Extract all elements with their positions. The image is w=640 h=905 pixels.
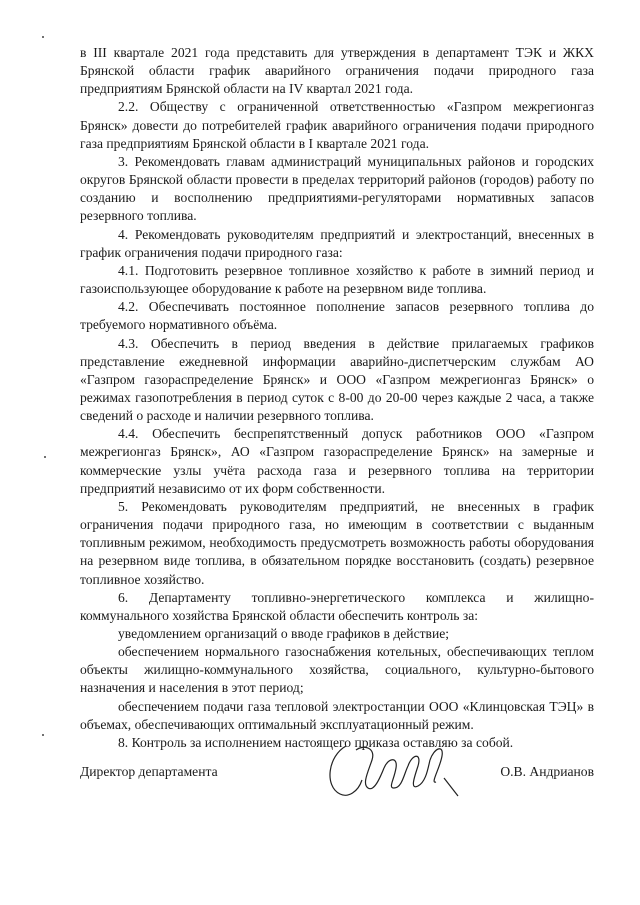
handwritten-signature <box>318 738 468 804</box>
paragraph-6-item-3: обеспечением подачи газа тепловой электростанции ООО «Клинцовская ТЭЦ» в объемах, обеспечивающих оптимальный эксплуатационный режим. <box>80 698 594 732</box>
paragraph-6-item-2: обеспечением нормального газоснабжения котельных, обеспечивающих теплом объекты жилищно-коммунального хозяйства, социального, культурно-бытового назначения и населения в этот период; <box>80 644 594 696</box>
paragraph-6-item-1: уведомлением организаций о вводе графиков в действие; <box>118 626 450 641</box>
paragraph-4-2: 4.2. Обеспечивать постоянное пополнение запасов резервного топлива до требуемого нормативного объёма. <box>80 299 594 333</box>
paragraph-5: 5. Рекомендовать руководителям предприятий, не внесенных в график ограничения подачи природного газа, но имеющим в соответствии с выданным топливным режимом, необходимость предусмотреть возможность работы оборудования на резервном виде топлива, в обязательном порядке восстановить (создать) резервное топливное хозяйство. <box>80 498 594 587</box>
paragraph-4-1: 4.1. Подготовить резервное топливное хозяйство к работе в зимний период и газоиспользующее оборудование к работе на резервном виде топлива. <box>80 262 594 297</box>
paragraph-4-4: 4.4. Обеспечить беспрепятственный допуск работников ООО «Газпром межрегионгаз Брянск», АО «Газпром газораспределение Брянск» на замерные и коммерческие узлы учёта расхода газа и резервного топлива на территории предприятий независимо от их форм собственности. <box>80 426 594 496</box>
paragraph-8: 8. Контроль за исполнением настоящего приказа оставляю за собой. <box>118 734 514 750</box>
signer-name: О.В. Андрианов <box>500 764 594 779</box>
scan-speck <box>42 36 44 38</box>
paragraph-4-3: 4.3. Обеспечить в период введения в действие прилагаемых графиков представление ежедневной информации аварийно-диспетчерским службам АО «Газпром газораспределение Брянск» и ООО «Газпром межрегионгаз Брянск» о режимах газопотребления в период суток с 8-00 до 20-00 через каждые 2 часа, а также сведений о расходе и наличии резервного топлива. <box>80 335 594 424</box>
paragraph-3: 3. Рекомендовать главам администраций муниципальных районов и городских округов Брянской области провести в пределах территорий районов (городов) работу по созданию и восполнению предприятиями-регуляторами нормативных запасов резервного топлива. <box>80 153 594 224</box>
paragraph-6: 6. Департаменту топливно-энергетического комплекса и жилищно-коммунального хозяйства Брянской области обеспечить контроль за: <box>80 589 594 623</box>
scan-speck <box>44 456 46 458</box>
paragraph-2-2: 2.2. Обществу с ограниченной ответственностью «Газпром межрегионгаз Брянск» довести до потребителей график аварийного ограничения подачи природного газа предприятиям Брянской области в I квартале 2021 года. <box>80 99 594 151</box>
scan-speck <box>42 734 44 736</box>
document-body <box>80 44 594 752</box>
paragraph-continuation: в III квартале 2021 года представить для утверждения в департамент ТЭК и ЖКХ Брянской области график аварийного ограничения подачи природного газа предприятиям Брянской области на IV квартал 2021 года. <box>80 45 594 97</box>
paragraph-4: 4. Рекомендовать руководителям предприятий и электростанций, внесенных в график ограничения подачи природного газа: <box>80 226 594 260</box>
signer-title: Директор департамента <box>80 764 218 779</box>
